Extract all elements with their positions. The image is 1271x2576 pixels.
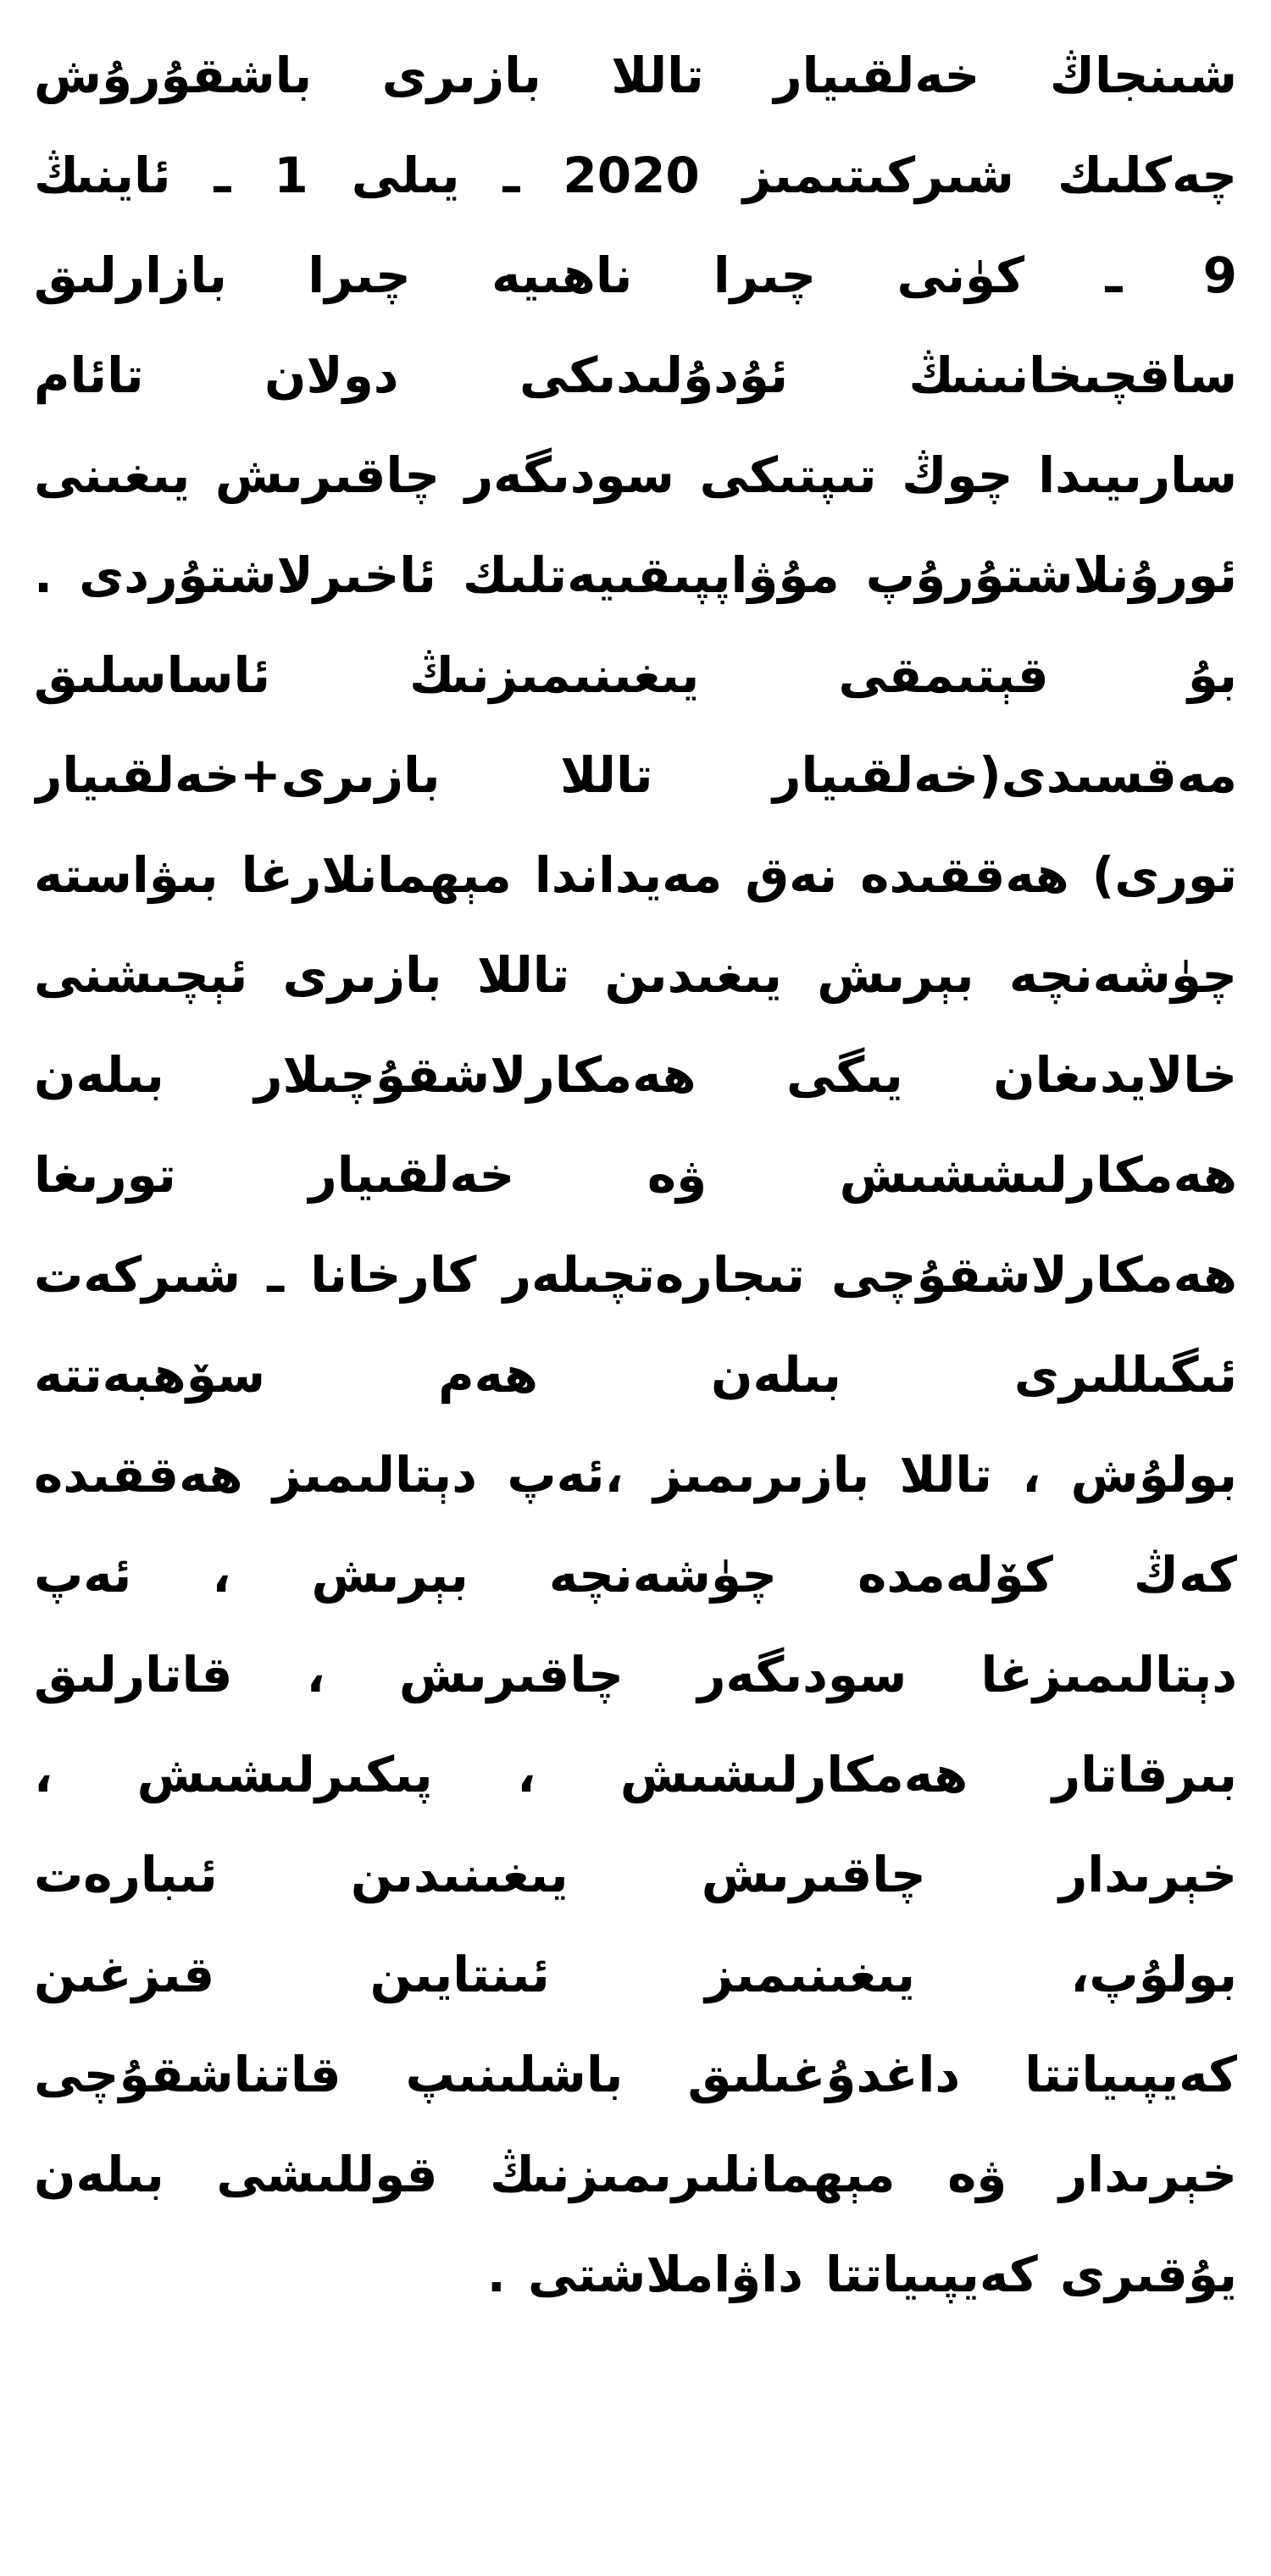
text-line: شىنجاڭ خەلقىيار تاللا بازىرى باشقۇرۇش [34,47,1237,104]
text-line: بولۇپ، يىغىنىمىز ئىنتايىن قىزغىن [34,1946,1237,2003]
text-line: 9 ـ كۈنى چىرا ناھىيە چىرا بازارلىق [34,247,1237,304]
text-line: سارىيىدا چوڭ تىپتىكى سودىگەر چاقىرىش يىغىنى [34,446,1237,504]
text-line: چەكلىك شىركىتىمىز 2020 ـ يىلى 1 ـ ئاينىڭ [34,147,1237,204]
text-line: يۇقىرى كەيپىياتتا داۋاملاشتى . [486,2246,1237,2303]
text-line: خېرىدار ۋە مېھمانلىرىمىزنىڭ قوللىشى بىلەن [34,2146,1237,2203]
text-line: كەڭ كۆلەمدە چۈشەنچە بېرىش ، ئەپ [34,1546,1237,1604]
text-line: دېتالىمىزغا سودىگەر چاقىرىش ، قاتارلىق [34,1646,1237,1703]
text-line: بىرقاتار ھەمكارلىشىش ، پىكىرلىشىش ، [34,1746,1237,1803]
article-body [34,25,1237,2324]
text-line: ئىگىللىرى بىلەن ھەم سۆھبەتتە [34,1346,1237,1404]
text-line: بۇ قېتىمقى يىغىنىمىزنىڭ ئاساسلىق [34,646,1237,704]
text-line: مەقسىدى(خەلقىيار تاللا بازىرى+خەلقىيار [34,746,1237,804]
text-line: ھەمكارلاشقۇچى تىجارەتچىلەر كارخانا ـ شىركەت [34,1246,1237,1304]
text-line: كەيپىياتتا داغدۇغىلىق باشلىنىپ قاتناشقۇچى [34,2046,1237,2103]
text-line: چۈشەنچە بېرىش يىغىدىن تاللا بازىرى ئېچىشنى [34,946,1237,1004]
text-line: خېرىدار چاقىرىش يىغىنىدىن ئىبارەت [34,1846,1237,1903]
text-line: ھەمكارلىششىش ۋە خەلقىيار تورىغا [34,1146,1237,1204]
text-line: ئورۇنلاشتۇرۇپ مۇۋاپپىقىيەتلىك ئاخىرلاشتۇردى . [34,546,1237,604]
text-line: بولۇش ، تاللا بازىرىمىز ،ئەپ دېتالىمىز ھەققىدە [34,1446,1237,1504]
text-line: تورى) ھەققىدە نەق مەيداندا مېھمانلارغا بىۋاستە [34,846,1237,904]
text-line: ساقچىخانىنىڭ ئۇدۇلىدىكى دولان تائام [34,346,1237,404]
text-line: خالايدىغان يىگى ھەمكارلاشقۇچىلار بىلەن [34,1046,1237,1104]
